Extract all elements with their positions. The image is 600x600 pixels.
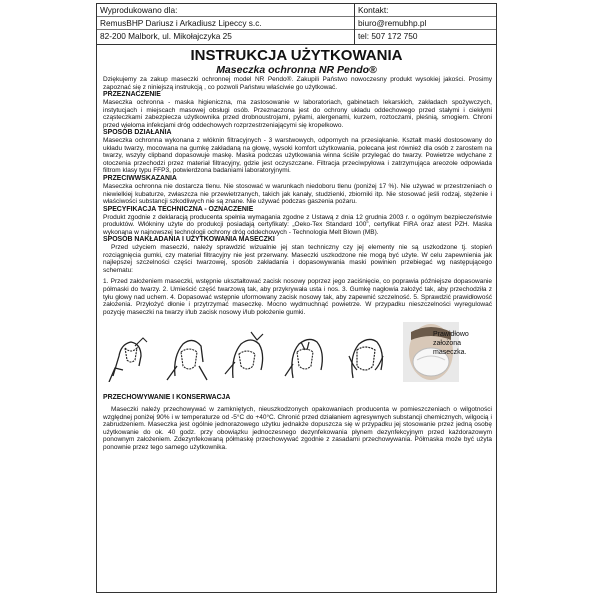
document-body bbox=[97, 76, 496, 452]
section-heading: SPOSÓB DZIAŁANIA bbox=[103, 129, 172, 137]
section-text: Przed użyciem maseczki, należy sprawdzić wizualnie jej stan techniczny czy jej elementy nie są uszkodzone tj. stopień rozciągnięcia gumki, czy materiał filtracyjny nie jest przerwany. Maseczki uszkodzone nie mogą być użyte. W celu zapewnienia jak najlepszej szczelności części twarzowej, sposób zakładania i dopasowywania maski powinien przebiegać wg następującego schematu: bbox=[103, 244, 492, 274]
step-2-icon bbox=[163, 326, 211, 382]
fitting-illustrations bbox=[103, 320, 492, 382]
manufacturer-address: 82-200 Malbork, ul. Mikołajczyka 25 bbox=[100, 31, 232, 41]
section-text: Maseczka ochronna - maska higieniczna, ma zastosowanie w laboratoriach, gabinetach lekarskich, zakładach spożywczych, instytucjach i miejscach masowej obsługi osób. Przeznaczona jest do ochrony układu oddechowego przed stałymi i ciekłymi cząsteczkami zabezpiecza użytkownika przed drobnoustrojami, pyłami, alergenami, kurzem, roztoczami, pleśnią, smogiem. Chroni przed wieloma infekcjami dróg oddechowych rozprzestrzeniającymi się kropelkowo. bbox=[103, 99, 492, 129]
instruction-sheet bbox=[96, 3, 497, 593]
step-4-icon bbox=[283, 326, 331, 382]
manufacturer-label: Wyprodukowano dla: bbox=[97, 4, 354, 17]
step-5-icon bbox=[343, 326, 391, 382]
step-3-icon bbox=[223, 326, 271, 382]
section-heading: PRZEZNACZENIE bbox=[103, 91, 161, 99]
section-heading: PRZECIWWSKAZANIA bbox=[103, 175, 177, 183]
contact-label: Kontakt: bbox=[355, 4, 496, 17]
contact-email: biuro@remubhp.pl bbox=[355, 17, 496, 30]
storage-text: Maseczki należy przechowywać w zamkniętych, nieuszkodzonych opakowaniach producenta w pomieszczeniach o wilgotności względnej poniżej 90% i w temperaturze od -5°C do +40°C. Chronić przed działaniem agresywnych substancji chemicznych, wilgocią i zabrudzeniem. Maseczka jest ogólnie jednorazowego użytku jednakże dopuszcza się w przypadku jej stosowanie przez jedną osobę użytkowanie do ok. 40 godz. przy obowiązku jednoczesnego dezynfekowania płynem dezynfekcyjnym przed każdorazowym ponownym założeniem. Zdezynfekowaną półmaskę przechowywać zgodnie z zasadami przechowywania. Półmaska może być użyta ponownie przez tego samego użytkownika. bbox=[103, 406, 492, 451]
section-text: Produkt zgodnie z deklaracją producenta spełnia wymagania zgodne z Ustawą z dnia 12 grudnia 2003 r. o ogólnym bezpieczeństwie produktów. Włókniny użyte do produkcji posiadają certyfikaty: „Oeko-Tex Standard 100”, certyfikat FIRA oraz atest PZH. Maska wykonana w najnowszej technologii ochrony dróg oddechowych - Technologia Melt Blown (MB). bbox=[103, 213, 492, 236]
fitting-steps: 1. Przed założeniem maseczki, wstępnie ukształtować zacisk nosowy poprzez jego zaciśnięcie, co poprawia późniejsze dopasowanie półmaski do twarzy. 2. Umieścić część twarzową tak, aby przykrywała usta i nos. 3. Gumkę nagłowia założyć tak, aby przechodziła z tyłu głowy nad uchem. 4. Dopasować wstępnie uformowany zacisk nosowy tak, aby zapewnić szczelność. 5. Sprawdzić prawidłowość założenia. Przyłożyć dłonie i przytrzymać maseczkę. Mocno wydmuchnąć powietrze. W przypadku nieszczelności wyregulować pozycję maseczki na twarzy i/lub zacisk nosowy i/lub położenie gumki. bbox=[103, 278, 492, 316]
illustration-caption: Prawidłowo założona maseczka. bbox=[433, 331, 469, 357]
document-title: INSTRUKCJA UŻYTKOWANIA bbox=[190, 47, 403, 64]
section-text: Maseczka ochronna wykonana z włóknin filtracyjnych - 3 warstwowych, odpornych na przesiąkanie. Kształt maski dostosowany do układu twarzy, mocowana na gumkę zakładaną na głowę, wysoki komfort użytkowania, polecana jest również dla osób z zarostem na twarzy, wszyty clipband dopasowuje maskę. Maska podczas użytkowania winna ściśle przylegać do twarzy. Powietrze wdychane z otoczenia przechodzi przez materiał filtracyjny, gdzie jest oczyszczane. Filtracja przeciwpyłowa i zatrzymująca areozole odpowiada filtrom klasy typu FFP3, potwierdzona badaniami laboratoryjnymi. bbox=[103, 137, 492, 175]
manufacturer-name: RemusBHP Dariusz i Arkadiusz Lipeccy s.c. bbox=[97, 17, 354, 30]
section-heading: SPOSÓB NAKŁADANIA I UŻYTKOWANIA MASECZKI bbox=[103, 236, 275, 244]
section-text: Maseczka ochronna nie dostarcza tlenu. Nie stosować w warunkach niedoboru tlenu (poniżej 17 %). Nie używać w przestrzeniach o niewielkiej kubaturze, zwłaszcza nie przewietrzanych, takich jak kanały, studzienki, zbiorniki itp. Nie stosować jeśli rodzaj, stężenie i właściwości substancji szkodliwych nie są znane. Nie używać podczas gaszenia pożaru. bbox=[103, 183, 492, 206]
storage-heading: PRZECHOWYWANIE I KONSERWACJA bbox=[103, 394, 231, 402]
product-name: Maseczka ochronna NR Pendo® bbox=[216, 64, 377, 76]
step-1-icon bbox=[105, 326, 153, 382]
contact-box bbox=[355, 4, 496, 44]
header-table bbox=[97, 4, 496, 45]
contact-phone: tel: 507 172 750 bbox=[358, 31, 418, 41]
section-heading: SPECYFIKACJA TECHNICZNA - OZNACZENIE bbox=[103, 205, 254, 213]
intro-text: Dziękujemy za zakup maseczki ochronnej model NR Pendo®. Zakupili Państwo nowoczesny produkt wysokiej jakości. Prosimy zapoznać się z niniejszą instrukcją , co pozwoli Państwu właściwie go użytkować. bbox=[103, 76, 492, 91]
manufacturer-box bbox=[97, 4, 355, 44]
